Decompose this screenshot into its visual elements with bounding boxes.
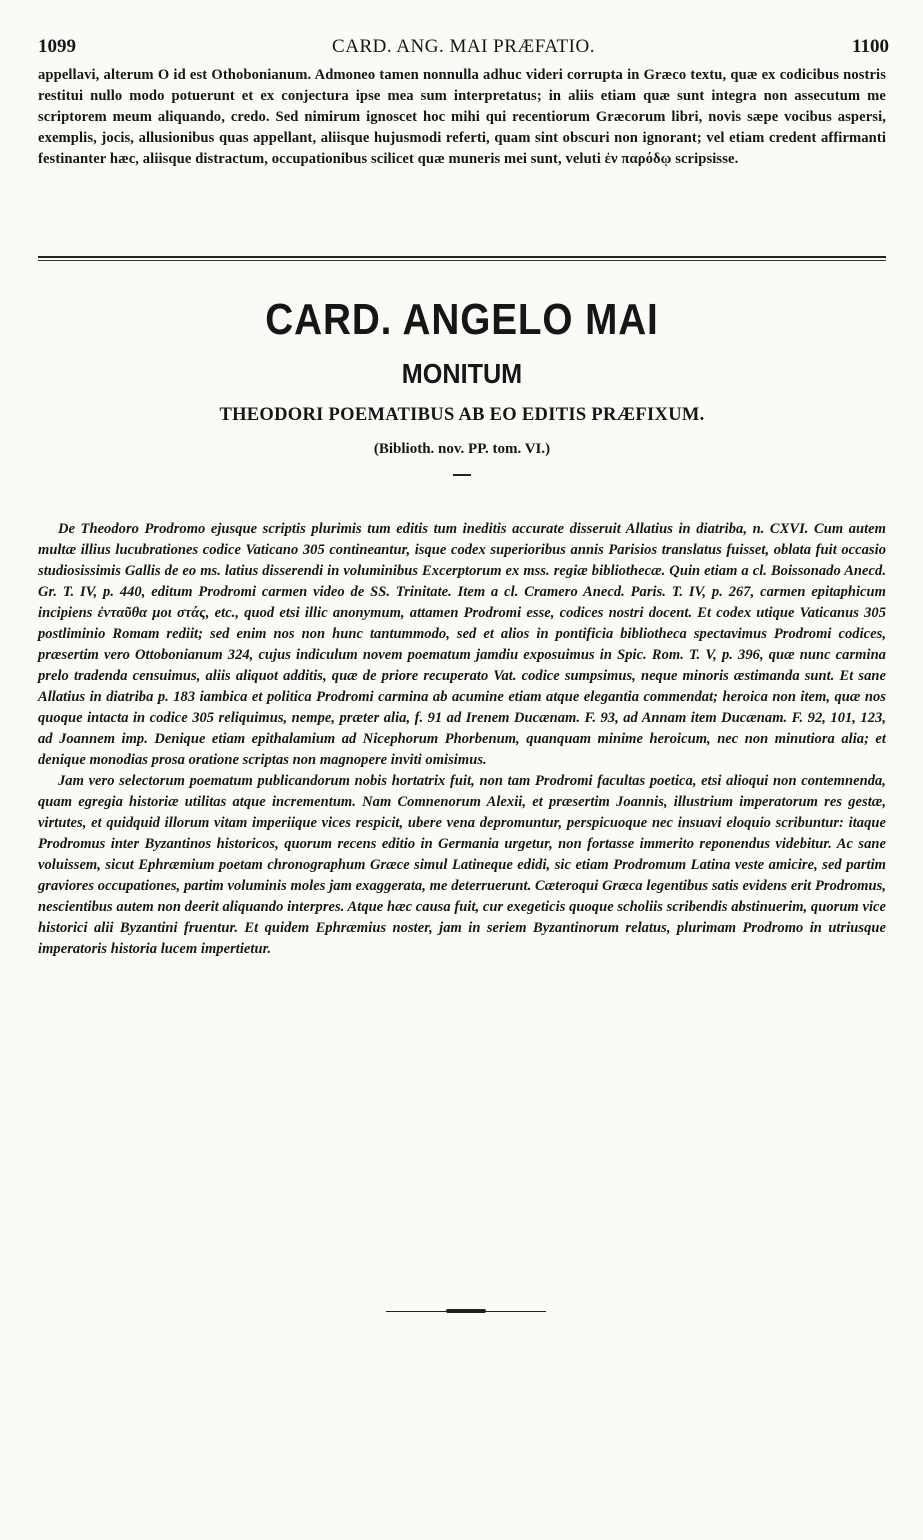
monitum-body bbox=[38, 519, 886, 960]
body-paragraph-2: Jam vero selectorum poematum publicandorum nobis hortatrix fuit, non tam Prodromi facultas poetica, etsi alioqui non contemnenda, quam egregia historiæ utilitas atque incrementum. Nam Comnenorum Alexii, et præsertim Joannis, illustrium imperatorum res gestæ, virtutes, et quidquid illorum vitam imperiique vices respicit, ubere vena depromuntur, perspicuoque nec insuavi eloquio scribuntur: itaque Prodromus inter Byzantinos historicos, quorum recens editio in Germania urgetur, non fortasse immerito reponendus videbitur. Ac sane voluissem, sicut Ephræmium poetam chronographum Græce simul Latineque edidi, sic etiam Prodromum Latina veste amicire, sed partim graviores occupationes, partim voluminis moles jam exaggerata, me deterruerunt. Cæteroqui Græca legentibus satis evidens erit Prodromus, nescientibus autem non deerit aliquando interpres. Atque hæc causa fuit, cur exegeticis quoque scholiis scribendis abstinuerim, quorum vice historici alii Byzantini fruentur. Et quidem Ephræmius noster, jam in seriem Byzantinorum relatus, plurimam Prodromo in utriusque imperatoris historia lucem impertietur. bbox=[38, 773, 886, 957]
page-number-right: 1100 bbox=[852, 36, 889, 57]
running-head bbox=[38, 36, 889, 64]
source-reference: (Biblioth. nov. PP. tom. VI.) bbox=[373, 441, 551, 457]
end-ornament bbox=[0, 1306, 923, 1318]
section-title-block bbox=[38, 292, 886, 476]
section-main-title: CARD. ANGELO MAI bbox=[265, 295, 659, 344]
section-subtitle-secondary: THEODORI POEMATIBUS AB EO EDITIS PRÆFIXUM. bbox=[219, 405, 705, 425]
running-title: CARD. ANG. MAI PRÆFATIO. bbox=[332, 36, 595, 57]
continuation-text bbox=[38, 65, 886, 170]
ornament-center bbox=[446, 1309, 486, 1313]
short-divider bbox=[453, 474, 471, 476]
section-subtitle: MONITUM bbox=[401, 358, 523, 389]
continuation-paragraph: appellavi, alterum O id est Othobonianum. Admoneo tamen nonnulla adhuc videri corrupta in Græco textu, quæ ex codicibus nostris restitui nullo modo potuerunt et ex conjectura ipse mea sum interpretatus; in aliis etiam quæ sunt integra non assecutum me scriptorem meum aliquando, credo. Sed nimirum ignoscet hoc mihi qui recentiorum Græcorum libri, novis sæpe vocibus aspersi, exemplis, jocis, allusionibus quas appellant, aliisque hujusmodi referti, quam sint obscuri non ignorant; vel etiam credent affirmanti festinanter hæc, aliisque distractum, occupationibus scilicet quæ muneris mei sunt, veluti ἐν παρόδῳ scripsisse. bbox=[38, 67, 886, 167]
body-paragraph-1: De Theodoro Prodromo ejusque scriptis plurimis tum editis tum ineditis accurate disseruit Allatius in diatriba, n. CXVI. Cum autem multæ illius lucubrationes codice Vaticano 305 contineantur, isque codex superioribus annis Parisios translatus fuisset, oblata fuit occasio studiosissimis Gallis de eo ms. latius disserendi in voluminibus Excerptorum ex mss. regiæ bibliothecæ. Quin etiam a cl. Boissonado Anecd. Gr. T. IV, p. 440, editum Prodromi carmen video de SS. Trinitate. Item a cl. Cramero Anecd. Paris. T. IV, p. 267, carmen epitaphicum incipiens ἐνταῦθα μοι στάς, etc., quod etsi illic anonymum, attamen Prodromi esse, codices nostri docent. Et codex utique Vaticanus 305 postliminio Romam rediit; sed enim nos non hunc tantummodo, sed et alios in pontificia bibliotheca spectavimus Prodromi codices, præsertim vero Ottobonianum 324, cujus indiculum novem poematum jamdiu exposuimus in Spic. Rom. T. V, p. 396, quæ nunc carmina prelo tradenda censuimus, aliis aliquot additis, quæ de priore recuperato Vat. codice sumpsimus, neque minoris æstimanda sunt. Et sane Allatius in diatriba p. 183 iambica et politica Prodromi carmina ab acumine etiam atque elegantia commendat; heroica non item, quæ nos quoque intacta in codice 305 reliquimus, nempe, præter alia, f. 91 ad Irenem Ducænam. F. 93, ad Annam item Ducænam. F. 92, 101, 123, ad Joannem imp. Denique etiam epithalamium ad Nicephorum Phorbenum, quanquam minime heroicum, nec non minutiora alia; et denique monodias prosa oratione scriptas non magnopere inviti omisimus. bbox=[38, 521, 886, 768]
page-number-left: 1099 bbox=[38, 36, 76, 57]
section-divider bbox=[38, 256, 886, 261]
